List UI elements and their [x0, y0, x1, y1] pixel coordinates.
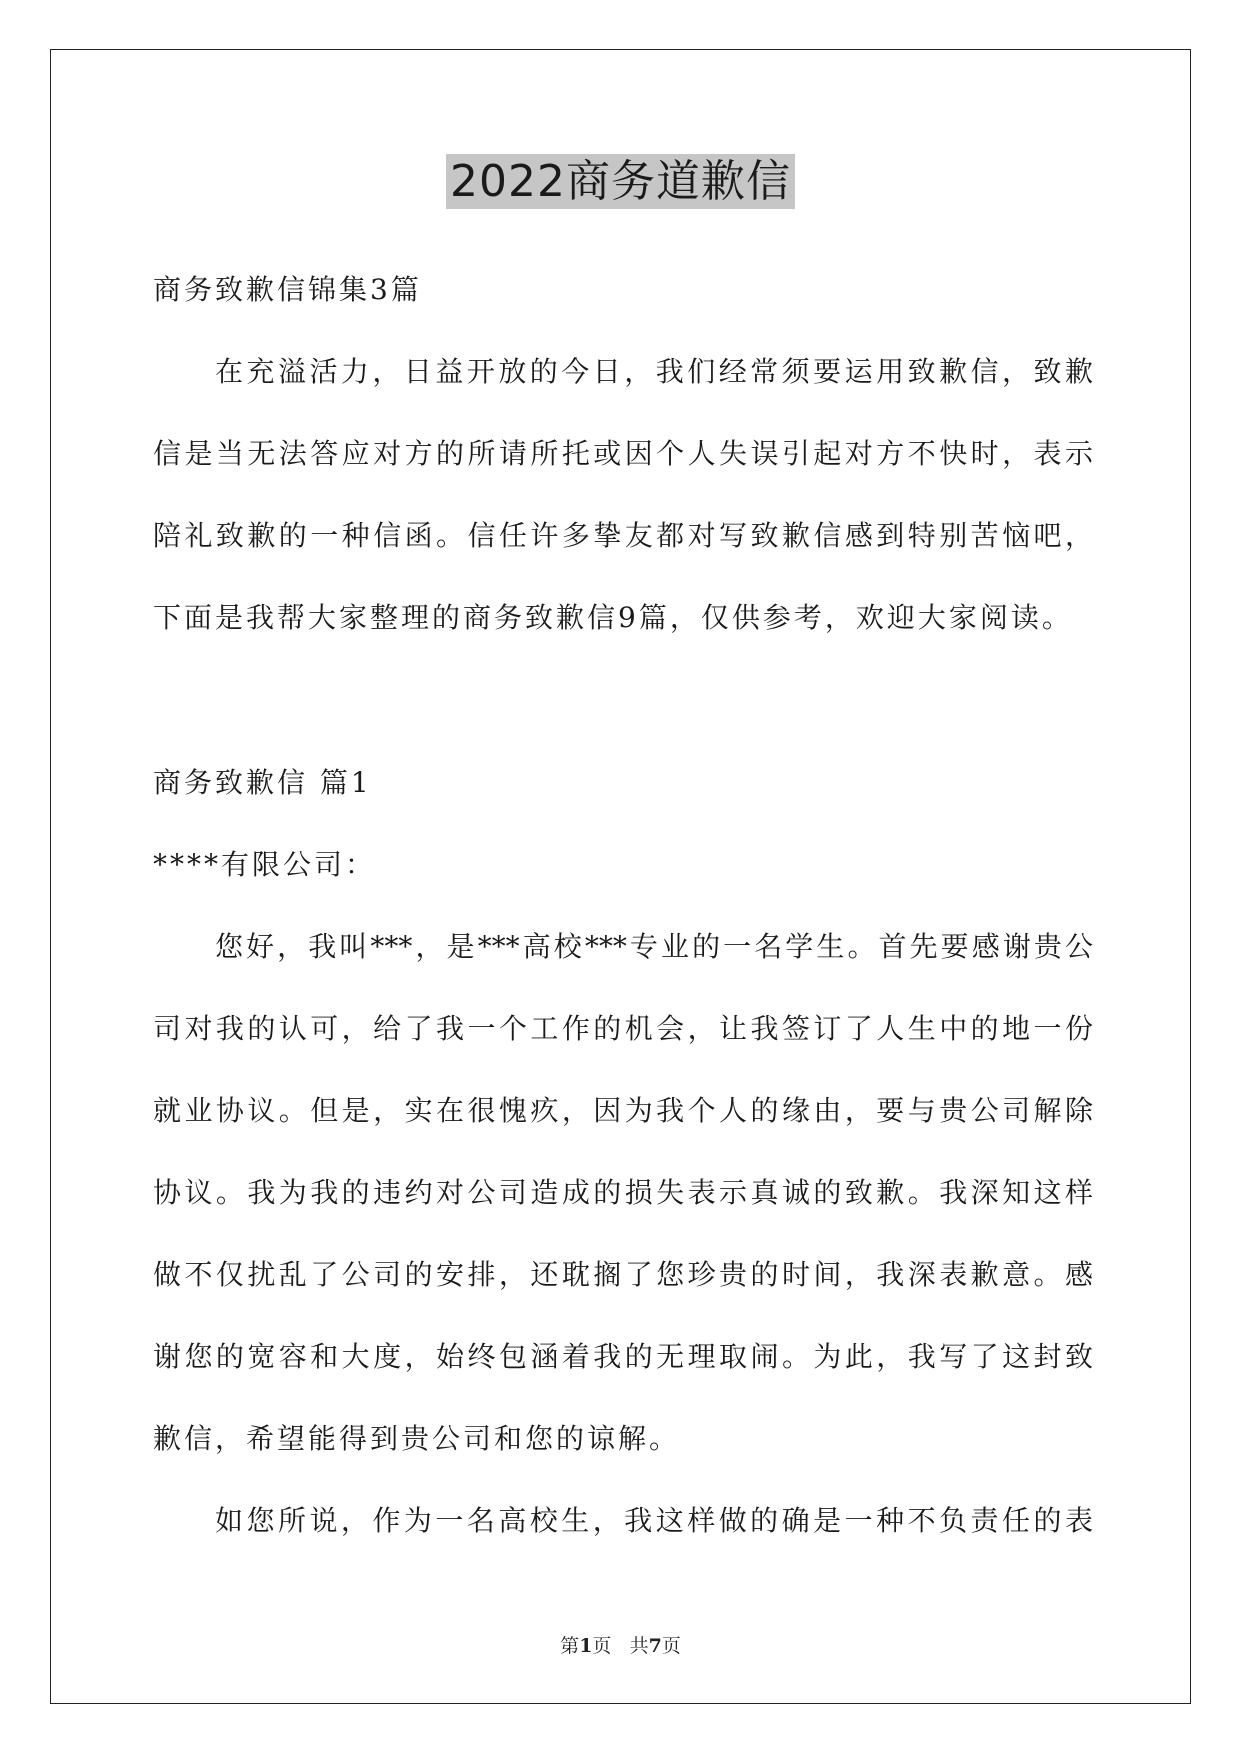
- body-line-5: 做不仅扰乱了公司的安排，还耽搁了您珍贵的时间，我深表歉意。感: [153, 1258, 1093, 1291]
- body-line-3: 就业协议。但是，实在很愧疚，因为我个人的缘由，要与贵公司解除: [153, 1094, 1093, 1127]
- intro-line-1: 在充溢活力，日益开放的今日，我们经常须要运用致歉信，致歉: [215, 355, 1093, 388]
- body-line-7: 歉信，希望能得到贵公司和您的谅解。: [153, 1422, 681, 1455]
- section-heading: 商务致歉信 篇1: [153, 766, 372, 799]
- document-title-text: 2022商务道歉信: [446, 154, 795, 209]
- document-subtitle: 商务致歉信锦集3篇: [153, 273, 422, 306]
- document-title: [0, 153, 1241, 211]
- body-line-4: 协议。我为我的违约对公司造成的损失表示真诚的致歉。我深知这样: [153, 1176, 1093, 1209]
- intro-line-3: 陪礼致歉的一种信函。信任许多挚友都对写致歉信感到特别苦恼吧，: [153, 519, 1093, 552]
- intro-line-4: 下面是我帮大家整理的商务致歉信9篇，仅供参考，欢迎大家阅读。: [153, 601, 1073, 634]
- salutation: ****有限公司：: [153, 848, 377, 881]
- body-line-6: 谢您的宽容和大度，始终包涵着我的无理取闹。为此，我写了这封致: [153, 1340, 1093, 1373]
- intro-line-2: 信是当无法答应对方的所请所托或因个人失误引起对方不快时，表示: [153, 437, 1093, 470]
- footer-total-prefix: 共: [629, 1635, 649, 1657]
- body-line-1: 您好，我叫***，是***高校***专业的一名学生。首先要感谢贵公: [215, 930, 1093, 963]
- page-footer: [0, 1634, 1241, 1658]
- body-line-2: 司对我的认可，给了我一个工作的机会，让我签订了人生中的地一份: [153, 1012, 1093, 1045]
- footer-total-pages: 7: [648, 1635, 662, 1657]
- footer-page-suffix: 页: [592, 1635, 612, 1657]
- footer-page-prefix: 第: [560, 1635, 580, 1657]
- footer-total-suffix: 页: [661, 1635, 681, 1657]
- continuation-line: 如您所说，作为一名高校生，我这样做的确是一种不负责任的表: [215, 1504, 1093, 1537]
- footer-page-number: 1: [579, 1635, 593, 1657]
